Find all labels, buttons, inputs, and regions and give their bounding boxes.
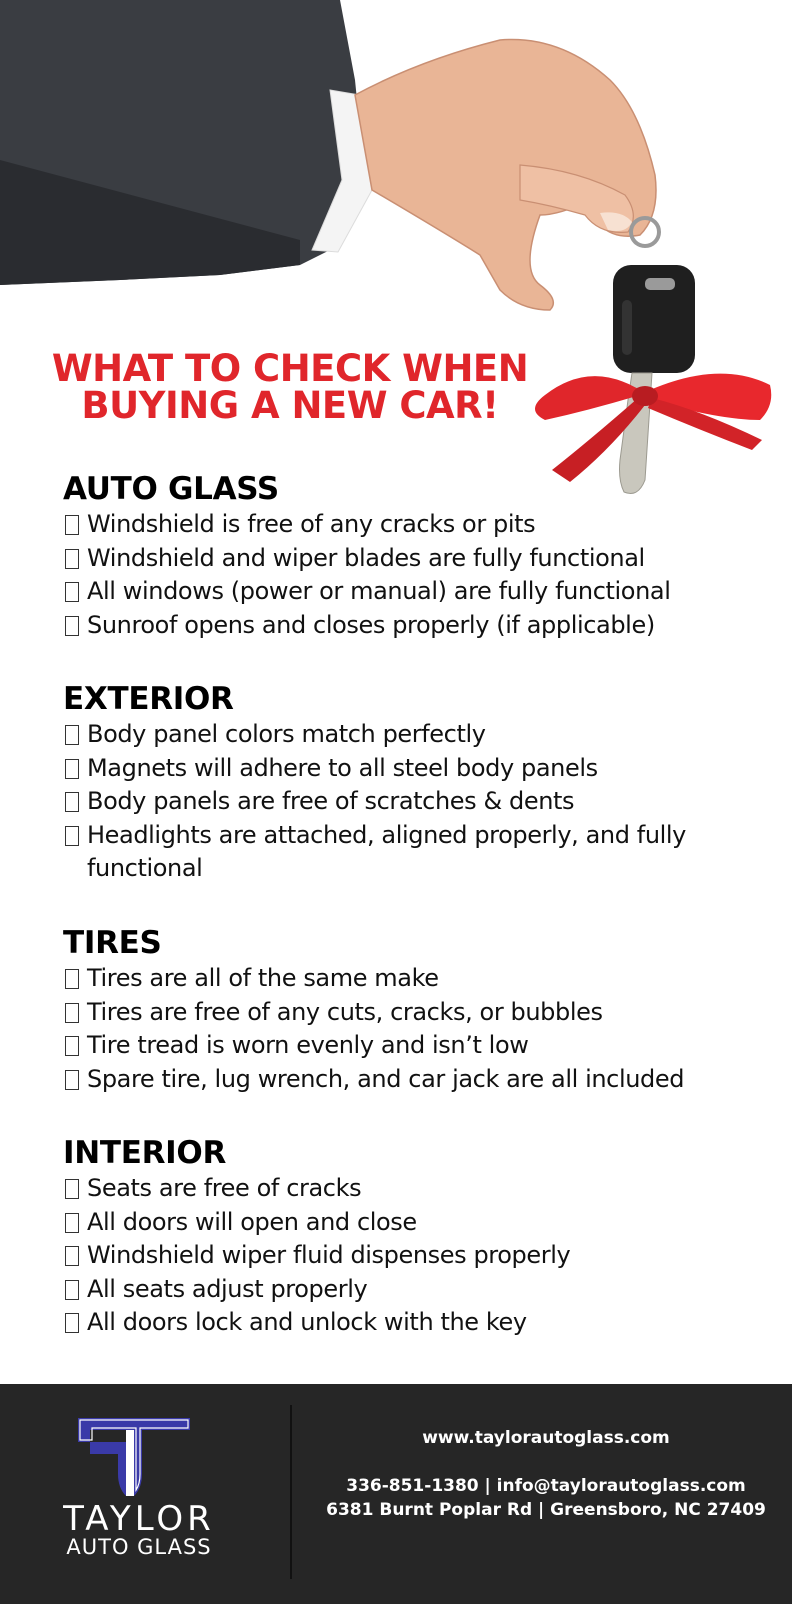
item-text: Spare tire, lug wrench, and car jack are all included xyxy=(87,1064,685,1093)
item-text: Tires are all of the same make xyxy=(87,964,439,992)
item-text: All seats adjust properly xyxy=(87,1274,368,1303)
checkbox-icon[interactable] xyxy=(65,969,79,989)
list-item xyxy=(63,1239,763,1273)
item-text: Windshield and wiper blades are fully functional xyxy=(87,543,645,572)
section-tires xyxy=(63,926,763,1096)
headline-line-2: BUYING A NEW CAR! xyxy=(81,384,499,427)
list-item xyxy=(63,962,763,996)
address: 6381 Burnt Poplar Rd | Greensboro, NC 27409 xyxy=(326,1500,766,1520)
phone-email[interactable]: 336-851-1380 | info@taylorautoglass.com xyxy=(346,1476,746,1496)
hand xyxy=(355,40,656,311)
logo-word-auto-glass: AUTO GLASS xyxy=(66,1535,212,1559)
list-item xyxy=(63,1063,763,1097)
list-item xyxy=(63,508,763,542)
checkbox-icon[interactable] xyxy=(65,1179,79,1199)
item-text: Tire tread is worn evenly and isn’t low xyxy=(87,1031,529,1060)
list-item xyxy=(63,1029,763,1063)
checkbox-icon[interactable] xyxy=(65,759,79,779)
checkbox-icon[interactable] xyxy=(65,616,79,636)
checkbox-icon[interactable] xyxy=(65,792,79,812)
section-interior xyxy=(63,1136,763,1340)
list-item xyxy=(63,819,763,886)
checkbox-icon[interactable] xyxy=(65,826,79,846)
headline-line-1: WHAT TO CHECK WHEN xyxy=(51,347,529,390)
item-text: Body panels are free of scratches & dents xyxy=(87,787,575,816)
section-auto-glass xyxy=(63,472,763,642)
footer-divider xyxy=(290,1405,292,1579)
checkbox-icon[interactable] xyxy=(65,725,79,745)
list-item xyxy=(63,1273,763,1307)
checkbox-icon[interactable] xyxy=(65,1313,79,1333)
item-text: All windows (power or manual) are fully functional xyxy=(87,577,671,606)
ribbon-knot xyxy=(632,386,658,406)
taylor-auto-glass-logo xyxy=(34,1416,244,1566)
item-text: Magnets will adhere to all steel body panels xyxy=(87,753,598,782)
item-text: Body panel colors match perfectly xyxy=(87,720,486,748)
logo-mark-icon xyxy=(34,1416,244,1506)
checkbox-icon[interactable] xyxy=(65,549,79,569)
list-item xyxy=(63,575,763,609)
item-text: All doors lock and unlock with the key xyxy=(87,1308,527,1337)
item-text: Windshield wiper fluid dispenses properly xyxy=(87,1241,571,1270)
contact-info xyxy=(300,1426,792,1522)
checkbox-icon[interactable] xyxy=(65,515,79,535)
item-text: Seats are free of cracks xyxy=(87,1174,362,1202)
footer xyxy=(0,1384,792,1604)
logo-word-taylor: TAYLOR xyxy=(63,1499,215,1539)
list-item xyxy=(63,1306,763,1340)
section-exterior xyxy=(63,682,763,886)
website-link[interactable]: www.taylorautoglass.com xyxy=(422,1428,670,1448)
key-fob-shine xyxy=(622,300,632,355)
list-item xyxy=(63,609,763,643)
checkbox-icon[interactable] xyxy=(65,1070,79,1090)
checkbox-icon[interactable] xyxy=(65,1246,79,1266)
checkbox-icon[interactable] xyxy=(65,1280,79,1300)
list-item xyxy=(63,1172,763,1206)
checkbox-icon[interactable] xyxy=(65,1003,79,1023)
list-item xyxy=(63,785,763,819)
list-item xyxy=(63,752,763,786)
section-title: EXTERIOR xyxy=(63,681,234,717)
item-text: Tires are free of any cuts, cracks, or bubbles xyxy=(87,997,603,1026)
item-text: Sunroof opens and closes properly (if applicable) xyxy=(87,610,655,639)
checkbox-icon[interactable] xyxy=(65,582,79,602)
key-fob-slot xyxy=(645,278,675,290)
section-title: TIRES xyxy=(63,925,162,961)
section-title: AUTO GLASS xyxy=(63,471,279,507)
list-item xyxy=(63,996,763,1030)
page-headline xyxy=(30,347,550,427)
list-item xyxy=(63,1206,763,1240)
checkbox-icon[interactable] xyxy=(65,1036,79,1056)
item-text: All doors will open and close xyxy=(87,1207,417,1236)
list-item xyxy=(63,542,763,576)
list-item xyxy=(63,718,763,752)
item-text: Windshield is free of any cracks or pits xyxy=(87,510,536,538)
checkbox-icon[interactable] xyxy=(65,1213,79,1233)
item-text: Headlights are attached, aligned properly, and fully functional xyxy=(87,820,686,883)
section-title: INTERIOR xyxy=(63,1135,227,1171)
